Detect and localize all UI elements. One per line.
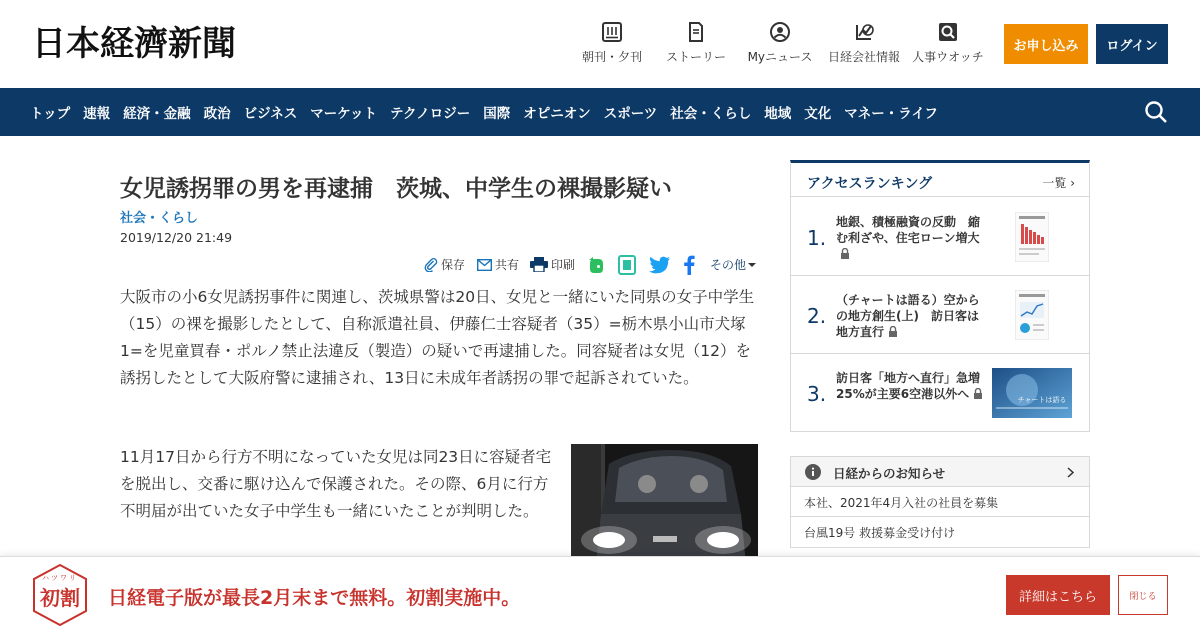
article-paragraph-2: 11月17日から行方不明になっていた女児は同23日に容疑者宅を脱出し、交番に駆け込んで保護された。その際、6月に行方不明届が出ていた女子中学生も一緒にいたことが判明した。 [120,448,552,520]
paperclip-icon [424,258,438,272]
login-button[interactable]: ログイン [1096,24,1168,64]
ranking-thumbnail [992,368,1072,418]
subscribe-button[interactable]: お申し込み [1004,24,1088,64]
user-icon [770,22,790,42]
ranking-item-1[interactable] [791,198,1089,276]
site-header [0,0,1200,88]
nav-item-business[interactable]: ビジネス [243,106,298,122]
promo-message: 日経電子版が最長2月末まで無料。初割実施中。 [108,587,521,609]
notice-item[interactable]: 本社、2021年4月入社の社員を募集 [791,487,1089,517]
lock-icon [973,388,983,399]
article-category-link[interactable]: 社会・くらし [120,211,199,226]
ranking-more-link[interactable]: 一覧 › [1042,176,1075,190]
article-title: 女児誘拐罪の男を再逮捕 茨城、中学生の裸撮影疑い [120,176,672,202]
nav-item-sokuhou[interactable]: 速報 [83,106,111,122]
chevron-right-icon [1067,467,1074,478]
nav-item-market[interactable]: マーケット [310,106,378,122]
badge-ruby: ハツワリ [42,574,78,582]
promo-close-button[interactable]: 閉じる [1118,575,1168,615]
save-button[interactable] [424,256,465,273]
notice-title: 日経からのお知らせ [833,466,946,481]
ranking-number: 1. [807,226,827,250]
ranking-header [791,163,1089,197]
main-nav [0,88,1200,136]
print-button[interactable] [530,256,575,273]
article-date: 2019/12/20 21:49 [120,230,233,245]
printer-icon [530,257,548,272]
util-jinji-label: 人事ウオッチ [912,50,984,64]
search-icon[interactable] [1144,100,1168,124]
util-company-label: 日経会社情報 [827,50,900,64]
more-label: その他 [710,258,747,272]
info-icon [805,464,821,480]
nav-item-technology[interactable]: テクノロジー [390,106,471,122]
car-photo-image [571,444,758,564]
nav-item-money-life[interactable]: マネー・ライフ [844,106,938,122]
print-label: 印刷 [551,258,576,272]
more-dropdown[interactable] [710,256,759,273]
nav-item-opinion[interactable]: オピニオン [523,106,591,122]
promo-banner [0,556,1200,630]
nav-item-international[interactable]: 国際 [483,106,511,122]
nav-item-region[interactable]: 地域 [764,106,792,122]
nav-item-economy[interactable]: 経済・金融 [123,106,191,122]
nav-list [30,88,951,136]
lock-icon [840,248,850,259]
ranking-text: 訪日客「地方へ直行」急増 25%が主要6空港以外へ [836,371,993,401]
nav-item-sports[interactable]: スポーツ [603,106,658,122]
thumb-caption: チャートは語る [1017,396,1067,404]
article-toolbar [120,252,758,278]
lock-icon [888,326,898,337]
nikkei-notice [790,456,1090,548]
caret-down-icon [748,262,756,268]
twitter-icon[interactable] [649,256,671,274]
site-logo[interactable]: 日本経濟新聞 [32,24,236,64]
nav-item-politics[interactable]: 政治 [203,106,231,122]
ranking-item-3[interactable] [791,354,1089,432]
share-button[interactable] [477,256,519,273]
ranking-thumbnail [1015,212,1049,262]
newspaper-icon [602,22,622,42]
ranking-thumbnail [1015,290,1049,340]
evernote-icon[interactable] [587,256,605,274]
util-company[interactable] [824,22,904,65]
util-newspaper[interactable] [572,22,652,65]
access-ranking [790,160,1090,432]
ranking-number: 2. [807,304,827,328]
util-story-label: ストーリー [665,50,726,64]
hatsuwari-badge [30,563,90,627]
nav-item-society[interactable]: 社会・くらし [670,106,752,122]
ranking-text: （チャートは語る）空からの地方創生(上) 訪日客は地方直行 [836,293,980,339]
note-icon[interactable] [618,255,636,275]
nav-item-culture[interactable]: 文化 [804,106,832,122]
notice-header[interactable] [791,457,1089,487]
mail-icon [477,259,492,271]
nav-item-top[interactable]: トップ [30,106,71,122]
ranking-title: アクセスランキング [807,176,933,192]
chart-icon [854,22,874,42]
util-mynews[interactable] [740,22,820,65]
ranking-text: 地銀、積極融資の反動 縮む利ざや、住宅ローン増大 [836,214,986,262]
util-newspaper-label: 朝刊・夕刊 [581,50,642,64]
ranking-number: 3. [807,382,827,406]
article-paragraph-1: 大阪市の小6女児誘拐事件に関連し、茨城県警は20日、女児と一緒にいた同県の女子中学生（15）の裸を撮影したとして、自称派遣社員、伊藤仁士容疑者（35）=栃木県小山市犬塚1=を児童買春・ポルノ禁止法違反（製造）の疑いで再逮捕した。同容疑者は女児（12）を誘拐したとして大阪府警に逮捕され、13日に未成年者誘拐の罪で起訴されていた。 [120,288,755,387]
save-label: 保存 [441,258,466,272]
util-mynews-label: Myニュース [747,50,813,64]
search-person-icon [938,22,958,42]
promo-detail-button[interactable]: 詳細はこちら [1006,575,1110,615]
util-story[interactable] [656,22,736,65]
facebook-icon[interactable] [683,255,695,275]
util-jinji[interactable] [908,22,988,65]
badge-text: 初割 [40,586,80,610]
story-icon [686,22,706,42]
ranking-item-2[interactable] [791,276,1089,354]
notice-item[interactable]: 台風19号 救援募金受け付け [804,526,956,540]
article-photo[interactable] [571,444,758,564]
share-label: 共有 [495,258,520,272]
